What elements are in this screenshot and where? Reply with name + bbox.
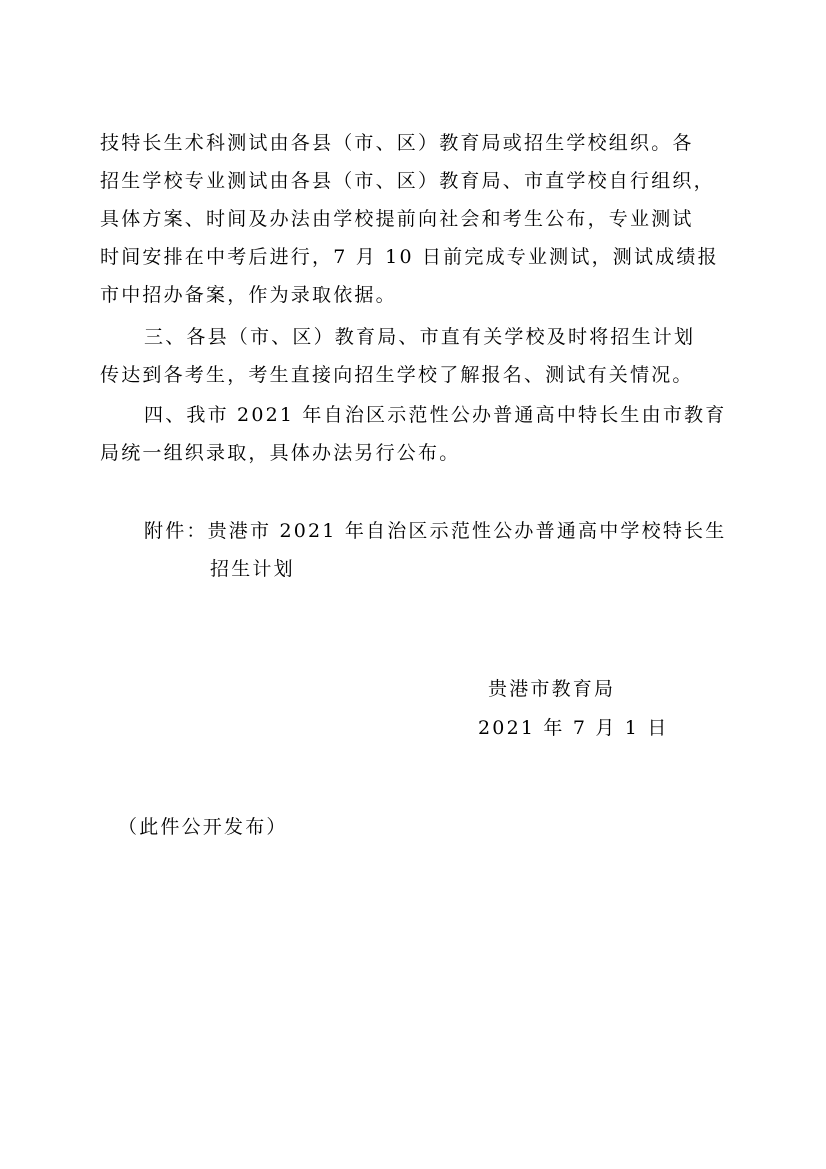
paragraph-line: 三、各县（市、区）教育局、市直有关学校及时将招生计划 [144, 326, 696, 348]
paragraph-item-three [100, 318, 732, 394]
paragraph-line: 技特长生术科测试由各县（市、区）教育局或招生学校组织。各 [100, 132, 694, 154]
paragraph-line: 市中招办备案，作为录取依据。 [100, 284, 397, 306]
paragraph-line: 传达到各考生，考生直接向招生学校了解报名、测试有关情况。 [100, 364, 694, 386]
paragraph-item-four [100, 396, 732, 472]
attachment-title-continued: 招生计划 [210, 558, 295, 580]
paragraph-line: 时间安排在中考后进行，7 月 10 日前完成专业测试，测试成绩报 [100, 246, 719, 268]
attachment-title: 附件：贵港市 2021 年自治区示范性公办普通高中学校特长生 [144, 520, 727, 542]
paragraph-line: 局统一组织录取，具体办法另行公布。 [100, 442, 461, 464]
public-release-note: （此件公开发布） [118, 816, 288, 838]
paragraph-line: 招生学校专业测试由各县（市、区）教育局、市直学校自行组织， [100, 170, 715, 192]
issuer-name: 贵港市教育局 [488, 678, 616, 700]
paragraph-line: 四、我市 2021 年自治区示范性公办普通高中特长生由市教育 [144, 404, 727, 426]
paragraph-continued [100, 124, 732, 314]
paragraph-line: 具体方案、时间及办法由学校提前向社会和考生公布，专业测试 [100, 208, 694, 230]
issue-date: 2021 年 7 月 1 日 [478, 717, 669, 739]
